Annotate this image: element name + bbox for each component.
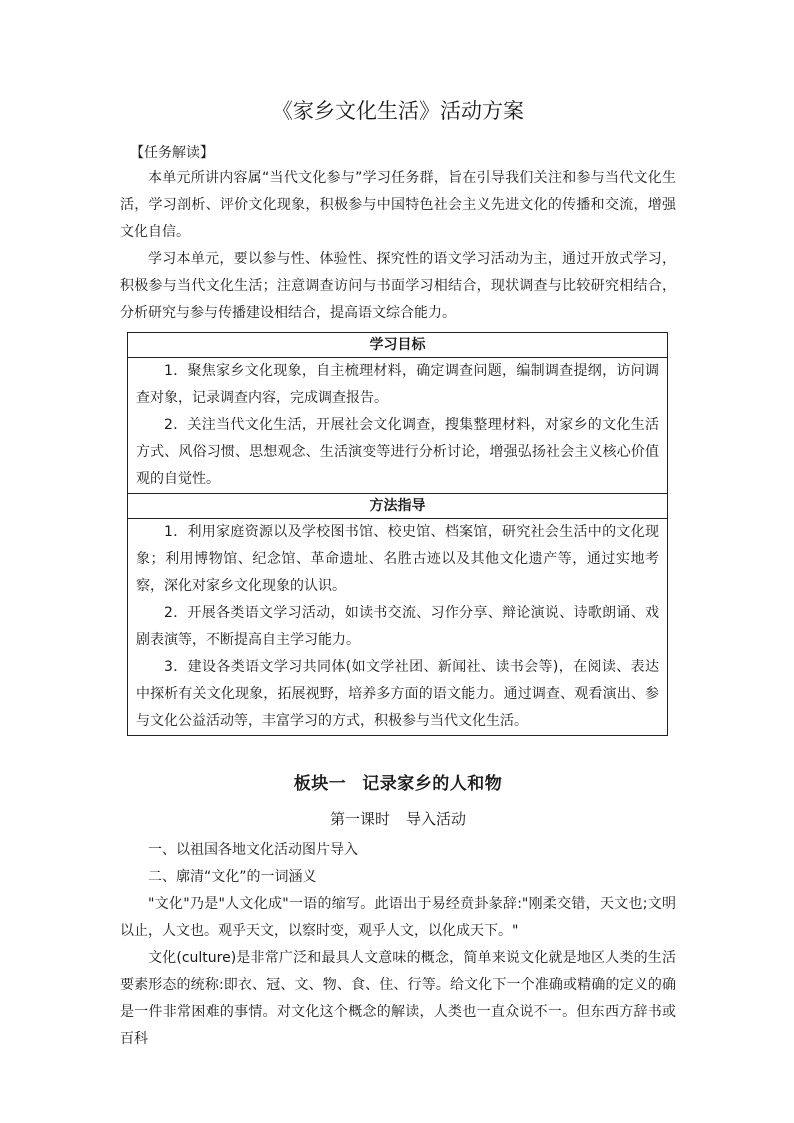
block-title-text: 记录家乡的人和物 xyxy=(362,774,503,794)
methods-body-row xyxy=(128,519,668,736)
lesson-title xyxy=(120,806,676,832)
block-title-number: 板块一 xyxy=(293,774,347,794)
culture-paragraph-2: 文化(culture)是非常广泛和最具人文意味的概念，简单来说文化就是地区人类的生活要素形态的统称:即衣、冠、文、物、食、住、行等。给文化下一个准确或精确的定义的确是一件非常困难的事情。对文化这个概念的解读，人类也一直众说不一。但东西方辞书或百科 xyxy=(120,950,676,1047)
goals-header: 学习目标 xyxy=(128,333,668,358)
goals-methods-table xyxy=(127,332,668,736)
lesson-title-number: 第一课时 xyxy=(329,810,390,828)
culture-paragraph-1: "文化"乃是"人文化成"一语的缩写。此语出于易经贲卦彖辞:"刚柔交错，天文也;文明以止，人文也。观乎天文，以察时变，观乎人文，以化成天下。" xyxy=(120,896,676,939)
step-1: 一、以祖国各地文化活动图片导入 xyxy=(148,842,358,858)
method-item-2: 2．开展各类语文学习活动，如读书交流、习作分享、辩论演说、诗歌朗诵、戏剧表演等，不断提高自主学习能力。 xyxy=(136,605,659,648)
block-title xyxy=(120,770,676,798)
goals-header-row xyxy=(128,333,668,358)
methods-header-row xyxy=(128,494,668,519)
page-title: 《家乡文化生活》活动方案 xyxy=(272,99,524,123)
methods-header: 方法指导 xyxy=(128,494,668,519)
lesson-title-text: 导入活动 xyxy=(406,810,467,828)
method-item-1: 1．利用家庭资源以及学校图书馆、校史馆、档案馆，研究社会生活中的文化现象；利用博物馆、纪念馆、革命遗址、名胜古迹以及其他文化遗产等，通过实地考察，深化对家乡文化现象的认识。 xyxy=(136,524,659,594)
goal-item-1: 1．聚焦家乡文化现象，自主梳理材料，确定调查问题，编制调查提纲，访问调查对象，记录调查内容，完成调查报告。 xyxy=(136,363,659,406)
goals-body-row xyxy=(128,358,668,494)
intro-paragraph-1: 本单元所讲内容属“当代文化参与”学习任务群，旨在引导我们关注和参与当代文化生活，学习剖析、评价文化现象，积极参与中国特色社会主义先进文化的传播和交流，增强文化自信。 xyxy=(120,170,676,240)
method-item-3: 3．建设各类语文学习共同体(如文学社团、新闻社、读书会等)，在阅读、表达中探析有关文化现象，拓展视野，培养多方面的语文能力。通过调查、观看演出、参与文化公益活动等，丰富学习的方式，积极参与当代文化生活。 xyxy=(136,659,659,729)
goal-item-2: 2．关注当代文化生活，开展社会文化调查，搜集整理材料，对家乡的文化生活方式、风俗习惯、思想观念、生活演变等进行分析讨论，增强弘扬社会主义核心价值观的自觉性。 xyxy=(136,417,659,487)
methods-body xyxy=(128,519,668,736)
task-label: 【任务解读】 xyxy=(130,145,214,161)
step-2: 二、廓清“文化”的一词涵义 xyxy=(148,869,317,885)
intro-paragraph-2: 学习本单元，要以参与性、体验性、探究性的语文学习活动为主，通过开放式学习，积极参与当代文化生活；注意调查访问与书面学习相结合，现状调查与比较研究相结合，分析研究与参与传播建设相结合，提高语文综合能力。 xyxy=(120,251,676,321)
goals-body xyxy=(128,358,668,494)
